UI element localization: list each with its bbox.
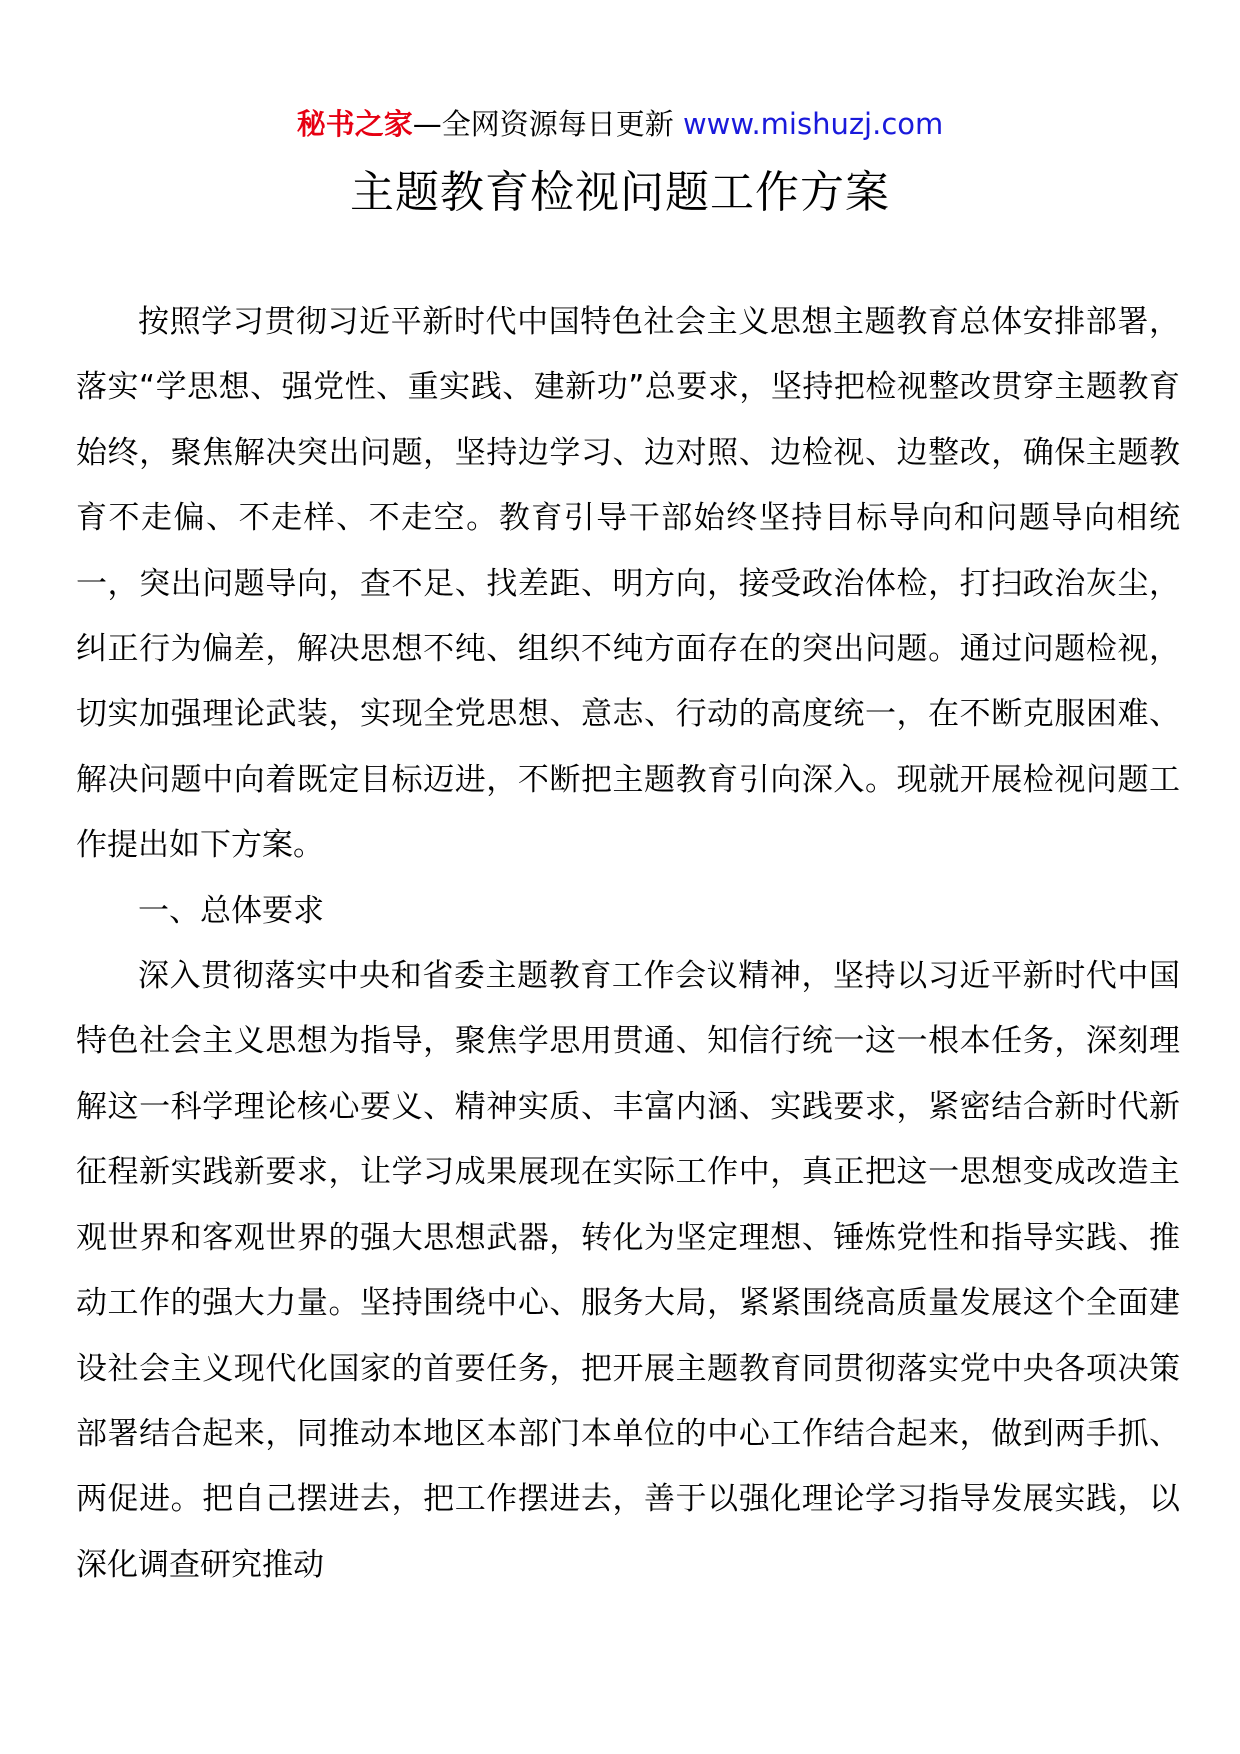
section-heading-overall-requirements: 一、总体要求 xyxy=(138,892,324,929)
banner-slogan: —全网资源每日更新 xyxy=(412,107,674,141)
section-paragraph-overall-requirements: 深入贯彻落实中央和省委主题教育工作会议精神，坚持以习近平新时代中国特色社会主义思想为指导，聚焦学思用贯通、知信行统一这一根本任务，深刻理解这一科学理论核心要义、精神实质、丰富内涵、实践要求，紧密结合新时代新征程新实践新要求，让学习成果展现在实际工作中，真正把这一思想变成改造主观世界和客观世界的强大思想武器，转化为坚定理想、锤炼党性和指导实践、推动工作的强大力量。坚持围绕中心、服务大局，紧紧围绕高质量发展这个全面建设社会主义现代化国家的首要任务，把开展主题教育同贯彻落实党中央各项决策部署结合起来，同推动本地区本部门本单位的中心工作结合起来，做到两手抓、两促进。把自己摆进去，把工作摆进去，善于以强化理论学习指导发展实践，以深化调查研究推动 xyxy=(76,958,1180,1583)
brand-name: 秘书之家 xyxy=(296,107,413,141)
document-body xyxy=(76,290,1180,1598)
site-banner xyxy=(0,100,1240,148)
document-title: 主题教育检视问题工作方案 xyxy=(350,167,890,218)
site-url-link[interactable]: www.mishuzj.com xyxy=(682,107,944,141)
intro-paragraph: 按照学习贯彻习近平新时代中国特色社会主义思想主题教育总体安排部署，落实“学思想、强党性、重实践、建新功”总要求，坚持把检视整改贯穿主题教育始终，聚焦解决突出问题，坚持边学习、边对照、边检视、边整改，确保主题教育不走偏、不走样、不走空。教育引导干部始终坚持目标导向和问题导向相统一，突出问题导向，查不足、找差距、明方向，接受政治体检，打扫政治灰尘，纠正行为偏差，解决思想不纯、组织不纯方面存在的突出问题。通过问题检视，切实加强理论武装，实现全党思想、意志、行动的高度统一，在不断克服困难、解决问题中向着既定目标迈进，不断把主题教育引向深入。现就开展检视问题工作提出如下方案。 xyxy=(76,304,1180,864)
